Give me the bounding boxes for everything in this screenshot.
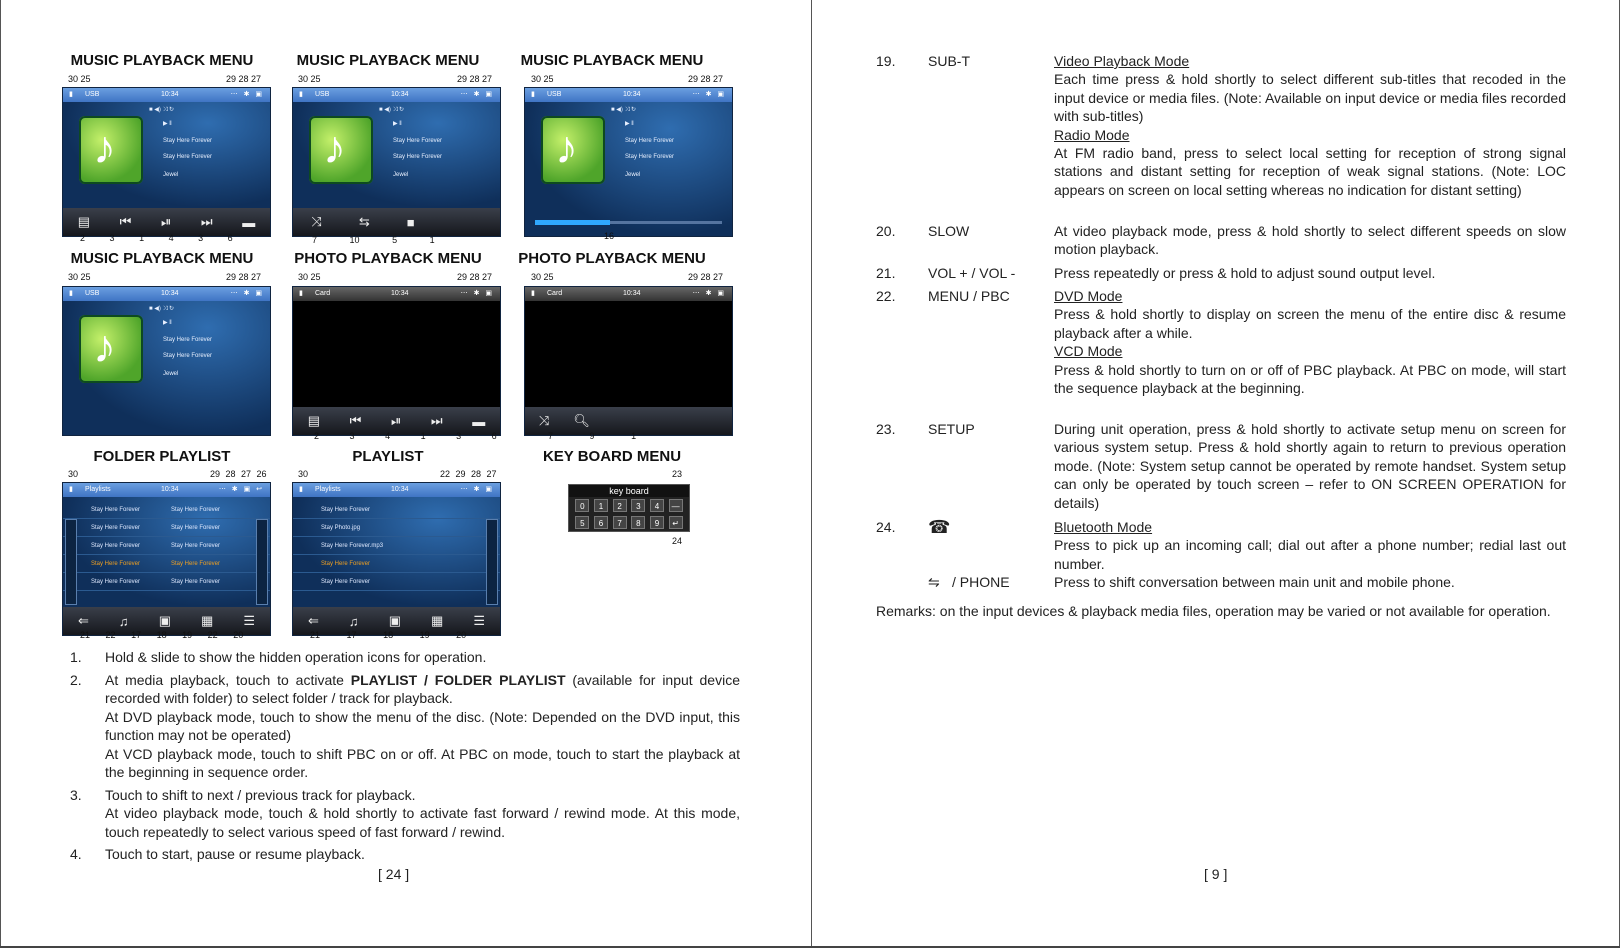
callout-numbers: 30 25 — [68, 272, 91, 282]
next-icon[interactable]: ⏭ — [430, 413, 443, 428]
repeat-icon[interactable]: ⇆ — [358, 214, 370, 229]
list-item[interactable]: Stay Here Forever.mp3 — [293, 537, 500, 555]
callout-numbers: 30 25 — [531, 272, 554, 282]
screen-title: PHOTO PLAYBACK MENU — [518, 250, 706, 267]
album-name: Stay Here Forever — [625, 154, 675, 160]
status-icons: ⋯ ✱ ▣ — [230, 91, 264, 98]
callout-numbers: 16 — [604, 231, 615, 241]
album-art-icon: ♪ — [79, 116, 143, 184]
callout-numbers: 7 10 5 1 — [312, 235, 435, 245]
status-bar — [293, 483, 500, 497]
item-text: At media playback, touch to activate PLAYLIST / FOLDER PLAYLIST (available for input device recorded with folder) to select folder / track for playback. — [105, 672, 740, 707]
video-icon[interactable]: ▦ — [431, 613, 444, 628]
list-item[interactable]: Stay Here Forever Stay Here Forever — [63, 501, 270, 519]
progress-bar[interactable] — [535, 221, 722, 224]
photo-playback-screen — [524, 286, 733, 436]
playlist-body — [63, 497, 270, 607]
item-label: VOL + / VOL - — [928, 265, 1016, 281]
clock: 10:34 — [391, 290, 409, 297]
item-number: 21. — [876, 265, 896, 281]
callout-numbers: 30 25 — [531, 74, 554, 84]
screen-body — [63, 301, 270, 435]
key[interactable]: 3 — [631, 499, 645, 512]
key[interactable]: 0 — [575, 499, 589, 512]
transfer-icon: ⇋ — [928, 574, 940, 591]
screen-title: MUSIC PLAYBACK MENU — [70, 250, 254, 267]
back-icon[interactable]: ⇐ — [308, 613, 319, 628]
keyboard-header: key board — [569, 485, 689, 497]
screen-title: MUSIC PLAYBACK MENU — [70, 52, 254, 69]
item-text: Press to pick up an incoming call; dial out after a phone number; redial last out number. — [1054, 537, 1566, 572]
artist-name: Jewel — [625, 172, 641, 178]
list-icon[interactable]: ▤ — [307, 413, 321, 428]
callout-numbers: 21 17 18 19 20 — [310, 630, 467, 640]
item-text: Touch to shift to next / previous track for playback. — [105, 787, 416, 803]
playlist-header: Playlists — [85, 486, 111, 493]
mode-heading: DVD Mode — [1054, 288, 1123, 304]
artist-name: Jewel — [393, 172, 409, 178]
video-icon[interactable]: ▦ — [201, 613, 214, 628]
item-number: 2. — [70, 672, 82, 688]
item-text: At VCD playback mode, touch to shift PBC on or off. At PBC on mode, touch to start the playback at the beginning in sequence order. — [105, 745, 740, 781]
scrollbar[interactable] — [65, 519, 77, 605]
list-item[interactable]: Stay Here Forever — [293, 555, 500, 573]
callout-numbers: 30 — [298, 469, 309, 479]
callout-numbers: 29 28 27 — [226, 272, 262, 282]
list-item[interactable]: Stay Here Forever Stay Here Forever — [63, 555, 270, 573]
folder-playlist-title: FOLDER PLAYLIST — [93, 448, 231, 465]
callout-numbers: 2 3 1 4 3 6 — [80, 233, 233, 243]
album-art-icon: ♪ — [309, 116, 373, 184]
list-item — [70, 648, 740, 666]
screen-title: MUSIC PLAYBACK MENU — [520, 52, 704, 69]
callout-numbers: 29 28 27 — [688, 74, 724, 84]
key[interactable]: 4 — [650, 499, 664, 512]
music-playback-screen — [292, 87, 501, 237]
status-icons: ⋯ ✱ ▣ — [460, 486, 494, 493]
status-icons: ⋯ ✱ ▣ — [230, 290, 264, 297]
backspace-key[interactable]: — — [669, 499, 683, 512]
next-icon[interactable]: ⏭ — [200, 214, 213, 229]
status-icons: ⋯ ✱ ▣ — [460, 91, 494, 98]
page-number: [ 9 ] — [1204, 866, 1228, 882]
artist-name: Jewel — [163, 371, 179, 377]
mode-heading: Radio Mode — [1054, 126, 1130, 143]
mode-icons: ■ ◀) ⤨ ↻ — [149, 306, 175, 312]
status-bar — [525, 287, 732, 301]
item-label: SETUP — [928, 421, 975, 437]
item-number: 19. — [876, 53, 896, 69]
clock: 10:34 — [391, 91, 409, 98]
keyboard-row — [569, 497, 689, 514]
key[interactable]: 2 — [613, 499, 627, 512]
screen-title: MUSIC PLAYBACK MENU — [296, 52, 480, 69]
usb-icon: ▮ — [69, 91, 73, 98]
callout-numbers: 24 — [672, 536, 683, 546]
list-item[interactable]: Stay Here Forever — [293, 501, 500, 519]
callout-numbers: 7 9 1 — [548, 431, 637, 441]
mode-heading: Video Playback Mode — [1054, 53, 1190, 69]
item-text: Touch to start, pause or resume playback. — [105, 846, 365, 862]
list-item — [876, 287, 1566, 397]
photo-area — [525, 301, 732, 407]
mode-icons: ■ ◀) ⤨ ↻ — [611, 107, 637, 113]
photo-playback-screen — [292, 286, 501, 436]
keyboard-row — [569, 514, 689, 531]
list-item[interactable]: Stay Here Forever — [293, 573, 500, 591]
item-text: Press & hold shortly to turn on or off of PBC playback. At PBC on mode, will start the sequence playback at the beginning. — [1054, 361, 1566, 397]
status-bar — [63, 88, 270, 102]
mode-heading: VCD Mode — [1054, 343, 1123, 360]
play-pause-icon: ▶ ‖ — [163, 320, 172, 326]
key[interactable]: 1 — [594, 499, 608, 512]
item-number: 22. — [876, 288, 896, 304]
item-label: SLOW — [928, 223, 970, 239]
status-bar — [293, 287, 500, 301]
remarks: Remarks: on the input devices & playback media files, operation may be varied or not available for operation. — [876, 603, 1551, 619]
list-item — [70, 671, 740, 781]
source-label: USB — [85, 91, 100, 98]
play-pause-icon: ▶ ‖ — [163, 121, 172, 127]
folder-playlist-screen — [62, 482, 271, 636]
photo-area — [293, 301, 500, 407]
back-icon[interactable]: ⇐ — [78, 613, 89, 628]
shuffle-icon[interactable]: ⤨ — [311, 214, 322, 229]
track-title: Stay Here Forever — [163, 138, 213, 144]
item-label: SUB-T — [928, 53, 970, 69]
clock: 10:34 — [391, 486, 409, 493]
list-item — [876, 222, 1566, 259]
callout-numbers: 21 22 17 18 19 22 20 — [80, 630, 244, 640]
list-icon[interactable]: ▤ — [77, 214, 91, 229]
item-text: At FM radio band, press to select local setting for reception of strong signal stations and distant setting for reception of weak signal stations. (Note: LOC appears on screen on local setting whereas no indication for distant setting) — [1054, 145, 1566, 198]
status-icons: ⋯ ✱ ▣ — [692, 290, 726, 297]
key[interactable]: 6 — [594, 516, 608, 529]
scrollbar[interactable] — [486, 519, 498, 605]
item-number: 3. — [70, 787, 82, 803]
status-bar — [63, 483, 270, 497]
callout-numbers: 30 — [68, 469, 79, 479]
album-art-icon: ♪ — [79, 315, 143, 383]
mode-heading: Bluetooth Mode — [1054, 519, 1153, 535]
previous-icon[interactable]: ⏮ — [349, 413, 362, 428]
key[interactable]: 7 — [613, 516, 627, 529]
item-text: At video playback mode, press & hold shortly to select different speeds on slow motion playback. — [1054, 223, 1566, 258]
status-bar — [525, 88, 732, 102]
item-text: Press to shift conversation between main unit and mobile phone. — [1054, 574, 1455, 591]
enter-key[interactable]: ↵ — [669, 516, 683, 529]
callout-numbers: 29 28 27 — [457, 74, 493, 84]
status-icons: ⋯ ✱ ▣ ↩ — [218, 486, 264, 493]
source-label: Card — [547, 290, 563, 297]
expand-icon[interactable]: ▬ — [242, 214, 256, 230]
callout-numbers: 29 28 27 26 — [210, 469, 267, 479]
callout-numbers: 29 28 27 — [457, 272, 493, 282]
play-pause-icon: ▶ ‖ — [625, 121, 634, 127]
item-number: 24. — [876, 519, 896, 535]
callout-numbers: 30 25 — [68, 74, 91, 84]
list-item — [70, 786, 740, 841]
item-number: 1. — [70, 649, 82, 665]
status-bar — [63, 287, 270, 301]
album-art-icon: ♪ — [541, 116, 605, 184]
key[interactable]: 9 — [650, 516, 664, 529]
shuffle-icon[interactable]: ⤨ — [539, 413, 550, 428]
music-playback-screen — [524, 87, 733, 237]
clock: 10:34 — [161, 91, 179, 98]
item-text: During unit operation, press & hold shortly to activate setup menu on screen for various system setup. Press & hold shortly again to return to previous operation mode. (Note: System setup cannot be operated by remote handset. System setup can only be operated by touch screen – refer to ON SCREEN OPERATION for details) — [1054, 421, 1566, 511]
playlist-body — [293, 497, 500, 607]
source-label: USB — [315, 91, 330, 98]
play-pause-icon: ▶ ‖ — [393, 121, 402, 127]
item-label: / PHONE — [952, 574, 1010, 591]
item-number: 20. — [876, 223, 896, 239]
keyboard-title: KEY BOARD MENU — [542, 448, 682, 465]
usb-icon: ▮ — [531, 91, 535, 98]
playlist-title: PLAYLIST — [352, 448, 424, 465]
list-item[interactable]: Stay Here Forever Stay Here Forever — [63, 519, 270, 537]
track-title: Stay Here Forever — [393, 138, 443, 144]
list-item — [876, 264, 1566, 282]
track-title: Stay Here Forever — [163, 337, 213, 343]
item-text: Each time press & hold shortly to select different sub-titles that recoded in the input device or media files. (Note: Available on input device or media files recorded with sub-titles) — [1054, 71, 1566, 125]
folder-icon: ▮ — [69, 486, 73, 493]
callout-numbers: 30 25 — [298, 272, 321, 282]
menu-icon[interactable]: ☰ — [243, 613, 255, 628]
phone-icon: ☎ — [928, 517, 951, 537]
screen-body — [525, 102, 732, 236]
music-icon[interactable]: ♫ — [118, 613, 129, 629]
mode-icons: ■ ◀) ⤨ ↻ — [379, 107, 405, 113]
control-bar — [293, 208, 500, 236]
list-item — [876, 518, 1566, 592]
previous-icon[interactable]: ⏮ — [119, 214, 132, 229]
clock: 10:34 — [161, 486, 179, 493]
clock: 10:34 — [161, 290, 179, 297]
item-text: Hold & slide to show the hidden operation icons for operation. — [105, 649, 487, 665]
playlist-header: Playlists — [315, 486, 341, 493]
album-name: Stay Here Forever — [393, 154, 443, 160]
control-bar — [63, 208, 270, 236]
card-icon: ▮ — [299, 290, 303, 297]
callout-numbers: 2 3 4 1 3 6 — [314, 431, 497, 441]
expand-icon[interactable]: ▬ — [472, 413, 486, 429]
item-number: 23. — [876, 421, 896, 437]
list-item — [876, 420, 1566, 512]
source-label: USB — [547, 91, 562, 98]
photo-icon[interactable]: ▣ — [388, 613, 401, 628]
playlist-screen — [292, 482, 501, 636]
music-playback-screen — [62, 87, 271, 237]
status-icons: ⋯ ✱ ▣ — [692, 91, 726, 98]
item-label: MENU / PBC — [928, 288, 1010, 304]
item-text: Press repeatedly or press & hold to adjust sound output level. — [1054, 265, 1436, 281]
album-name: Stay Here Forever — [163, 353, 213, 359]
page-number: [ 24 ] — [378, 866, 410, 882]
item-text: Press & hold shortly to display on screen the menu of the entire disc & resume playback after a while. — [1054, 306, 1566, 341]
album-name: Stay Here Forever — [163, 154, 213, 160]
photo-icon[interactable]: ▣ — [158, 613, 171, 628]
clock: 10:34 — [623, 290, 641, 297]
screen-body — [293, 102, 500, 208]
keyboard-screen — [568, 484, 690, 532]
stop-icon[interactable]: ■ — [406, 214, 415, 230]
zoom-icon[interactable]: 🔍︎ — [573, 413, 590, 428]
list-item — [876, 52, 1566, 199]
status-icons: ⋯ ✱ ▣ — [460, 290, 494, 297]
mode-icons: ■ ◀) ⤨ ↻ — [149, 107, 175, 113]
source-label: Card — [315, 290, 331, 297]
play-pause-button[interactable]: ⏯ — [390, 413, 402, 428]
callout-numbers: 30 25 — [298, 74, 321, 84]
list-item[interactable]: Stay Photo.jpg — [293, 519, 500, 537]
item-text: At video playback mode, touch & hold shortly to activate fast forward / rewind mode. At this mode, touch repeatedly to select various speed of fast forward / rewind. — [105, 805, 740, 840]
list-item[interactable]: Stay Here Forever Stay Here Forever — [63, 537, 270, 555]
music-icon[interactable]: ♫ — [348, 613, 359, 629]
source-label: USB — [85, 290, 100, 297]
key[interactable]: 5 — [575, 516, 589, 529]
list-item — [70, 845, 740, 863]
menu-icon[interactable]: ☰ — [473, 613, 485, 628]
artist-name: Jewel — [163, 172, 179, 178]
track-title: Stay Here Forever — [625, 138, 675, 144]
usb-icon: ▮ — [69, 290, 73, 297]
callout-numbers: 29 28 27 — [688, 272, 724, 282]
screen-body — [63, 102, 270, 208]
play-pause-button[interactable]: ⏯ — [160, 214, 172, 229]
scrollbar[interactable] — [256, 519, 268, 605]
item-text: At DVD playback mode, touch to show the menu of the disc. (Note: Depended on the DVD input, this function may not be operated) — [105, 708, 740, 744]
item-number: 4. — [70, 846, 82, 862]
callout-numbers: 23 — [672, 469, 683, 479]
clock: 10:34 — [623, 91, 641, 98]
list-item[interactable]: Stay Here Forever Stay Here Forever — [63, 573, 270, 591]
key[interactable]: 8 — [631, 516, 645, 529]
callout-numbers: 29 28 27 — [226, 74, 262, 84]
folder-icon: ▮ — [299, 486, 303, 493]
usb-icon: ▮ — [299, 91, 303, 98]
callout-numbers: 22 29 28 27 — [440, 469, 497, 479]
music-playback-screen — [62, 286, 271, 436]
status-bar — [293, 88, 500, 102]
card-icon: ▮ — [531, 290, 535, 297]
screen-title: PHOTO PLAYBACK MENU — [294, 250, 482, 267]
